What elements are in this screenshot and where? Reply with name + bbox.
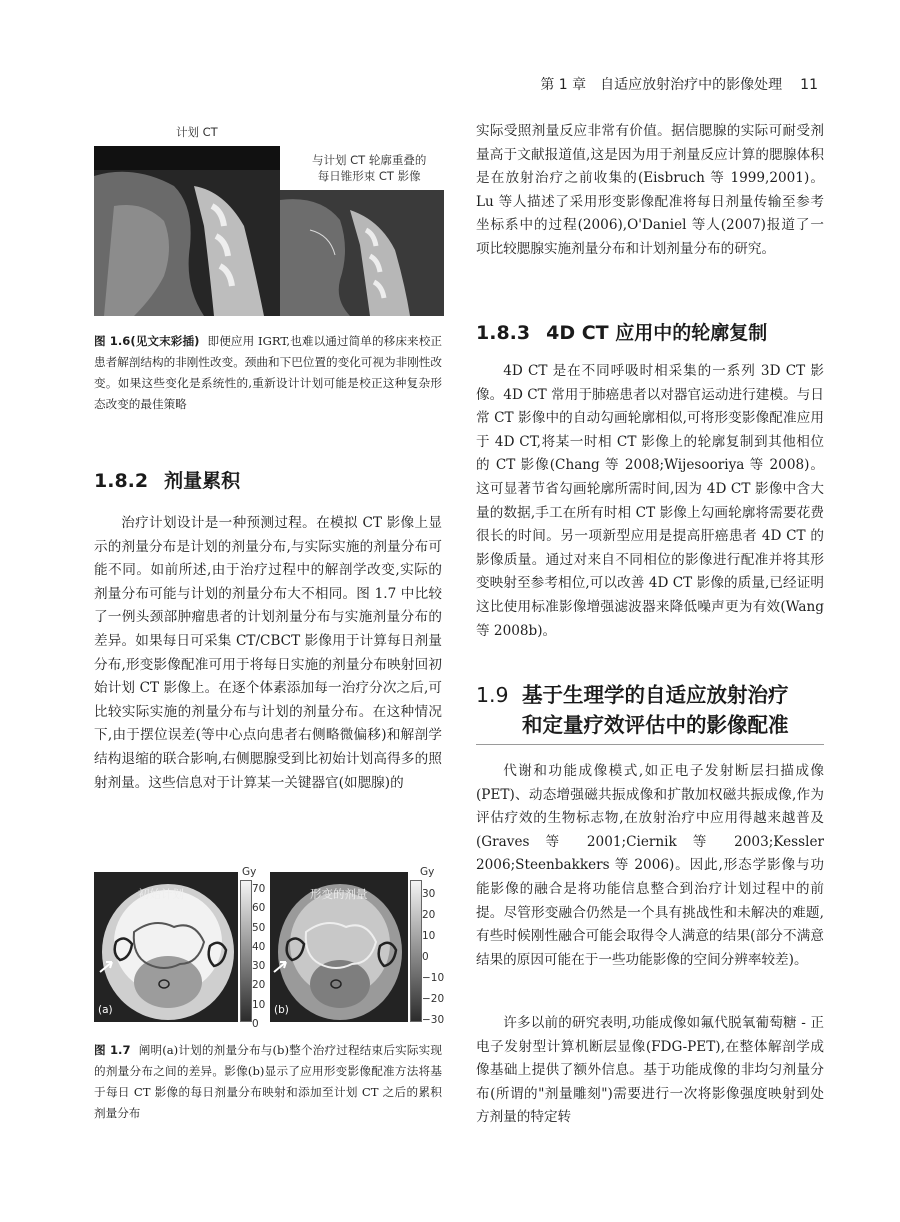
planning-ct-image	[94, 146, 280, 316]
section-1-9-title-line1: 基于生理学的自适应放射治疗	[522, 683, 789, 707]
scale-a-tick: 20	[252, 979, 266, 992]
panel-b-title: 形变的剂量	[310, 887, 368, 901]
colorbar-b-unit: Gy	[420, 866, 435, 878]
colorbar-a-ticks	[252, 880, 272, 1030]
figure-1-6-caption-label: 图 1.6(见文末彩插)	[94, 334, 200, 348]
scale-b-tick: 10	[422, 930, 436, 942]
figure-1-7	[94, 866, 445, 1031]
chapter-title: 第 1 章 自适应放射治疗中的影像处理	[540, 77, 783, 93]
section-1-8-2-number: 1.8.2	[94, 470, 149, 492]
colorbar-a-unit: Gy	[242, 866, 257, 878]
section-1-8-2-paragraph: 治疗计划设计是一种预测过程。在模拟 CT 影像上显示的剂量分布是计划的剂量分布,与实际实施的剂量分布可能不同。如前所述,由于治疗过程中的解剖学改变,实际的剂量分布可能与计划的剂量分布大不相同。图 1.7 中比较了一例头颈部肿瘤患者的计划剂量分布与实施剂量分布的差异。如果每日可采集 CT/CBCT 影像用于计算每日剂量分布,形变影像配准可用于将每日实施的剂量分布映射回初始计划 CT 影像上。在逐个体素添加每一治疗分次之后,可比较实际实施的剂量分布与计划的剂量分布。在这种情况下,由于摆位误差(等中心点向患者右侧略微偏移)和解剖学结构退缩的联合影响,右侧腮腺受到比初始计划高得多的照射剂量。这些信息对于计算某一关键器官(如腮腺)的	[94, 515, 442, 791]
colorbar-a	[240, 880, 252, 1022]
section-1-9-heading	[476, 680, 824, 745]
panel-a-tag: (a)	[98, 1004, 113, 1016]
section-1-9-paragraph-1: 代谢和功能成像模式,如正电子发射断层扫描成像(PET)、动态增强磁共振成像和扩散加权磁共振成像,作为评估疗效的生物标志物,在放射治疗中应用得越来越普及(Graves 等 2001;Ciernik 等 2003;Kessler 2006;Steenbakkers 等 2006)。因此,形态学影像与功能影像的融合是将功能信息整合到治疗计划过程中的前提。尽管形变融合仍然是一个具有挑战性和未解决的难题,有些时候刚性融合可能会取得令人满意的结果(部分不满意结果的原因可能在于一些功能影像的空间分辨率较差)。	[476, 763, 824, 968]
label-overlay-line2: 每日锥形束 CT 影像	[317, 169, 421, 183]
daily-cbct-drawing	[280, 190, 444, 316]
section-1-9-heading-line1	[476, 680, 824, 710]
scale-b-tick: −10	[422, 972, 445, 984]
scale-b-tick: −30	[422, 1014, 445, 1026]
figure-1-6	[94, 118, 444, 318]
daily-cbct-image	[280, 190, 444, 316]
section-1-9-paragraph-2: 许多以前的研究表明,功能成像如氟代脱氧葡萄糖 - 正电子发射型计算机断层显像(FDG-PET),在整体解剖学成像基础上提供了额外信息。基于功能成像的非均匀剂量分布(所谓的"剂量雕刻")需要进行一次将影像强度映射到处方剂量的特定转	[476, 1015, 824, 1126]
section-1-8-3-paragraph: 4D CT 是在不同呼吸时相采集的一系列 3D CT 影像。4D CT 常用于肺癌患者以对器官运动进行建模。与日常 CT 影像中的自动勾画轮廓相似,可将形变影像配准应用于 4D CT,将某一时相 CT 影像上的轮廓复制到其他相位的 CT 影像(Chang 等 2008;Wijesooriya 等 2008)。这可显著节省勾画轮廓所需时间,因为 4D CT 影像中含大量的数据,手工在所有时相 CT 影像上勾画轮廓将需要花费很长的时间。另一项新型应用是提高肝癌患者 4D CT 的影像质量。通过对来自不同相位的影像进行配准并将其形变映射至参考相位,可以改善 4D CT 影像的质量,已经证明这比使用标准影像增强滤波器来降低噪声更为有效(Wang 等 2008b)。	[476, 363, 824, 639]
scale-a-tick: 0	[252, 1018, 259, 1031]
label-overlay-line1: 与计划 CT 轮廓重叠的	[312, 153, 427, 167]
scale-a-tick: 50	[252, 921, 266, 934]
scale-b-tick: −20	[422, 993, 445, 1005]
section-1-8-3-heading	[476, 318, 824, 345]
scale-a-tick: 60	[252, 902, 266, 915]
colorbar-b-ticks	[422, 884, 446, 1034]
scale-a-tick: 40	[252, 940, 266, 953]
scale-b-tick: 0	[422, 951, 429, 963]
right-column-intro-paragraph: 实际受照剂量反应非常有价值。据信腮腺的实际可耐受剂量高于文献报道值,这是因为用于剂量反应计算的腮腺体积是在放射治疗之前收集的(Eisbruch 等 1999,2001)。Lu 等人描述了采用形变影像配准将每日剂量传输至参考坐标系中的过程(2006),O'Daniel 等人(2007)报道了一项比较腮腺实施剂量分布和计划剂量分布的研究。	[476, 123, 824, 257]
page-number: 11	[800, 77, 818, 93]
section-1-8-3-number: 1.8.3	[476, 322, 531, 344]
planning-ct-drawing	[94, 146, 280, 316]
panel-a-title: 初始计划	[138, 887, 184, 901]
section-1-9-title-line2: 和定量疗效评估中的影像配准	[522, 713, 789, 737]
label-planning-ct: 计划 CT	[176, 125, 218, 139]
section-1-8-3-title: 4D CT 应用中的轮廓复制	[546, 322, 768, 344]
colorbar-b	[410, 880, 422, 1022]
panel-b-tag: (b)	[274, 1004, 289, 1016]
section-1-8-2-heading	[94, 466, 442, 493]
section-1-8-2-title: 剂量累积	[164, 470, 241, 492]
scale-b-tick: 30	[422, 888, 436, 900]
scale-a-tick: 10	[252, 998, 266, 1011]
running-header	[540, 74, 818, 94]
scale-a-tick: 30	[252, 960, 266, 973]
section-1-9-number: 1.9	[476, 683, 509, 707]
scale-a-tick: 70	[252, 883, 266, 895]
scale-b-tick: 20	[422, 909, 436, 921]
figure-1-6-caption	[94, 331, 442, 415]
figure-1-7-caption-label: 图 1.7	[94, 1043, 131, 1057]
label-overlay-cbct	[312, 152, 426, 184]
figure-1-7-caption-text: 阐明(a)计划的剂量分布与(b)整个治疗过程结束后实际实现的剂量分布之间的差异。影像(b)显示了应用形变影像配准方法将基于每日 CT 影像的每日剂量分布映射和添加至计划 CT 之后的累积剂量分布	[94, 1043, 442, 1120]
figure-1-7-caption	[94, 1040, 442, 1124]
figure-1-6-caption-text: 即便应用 IGRT,也难以通过简单的移床来校正患者解剖结构的非刚性改变。颈曲和下巴位置的变化可视为非刚性改变。如果这些变化是系统性的,重新设计计划可能是校正这种复杂形态改变的最佳策略	[94, 334, 442, 411]
